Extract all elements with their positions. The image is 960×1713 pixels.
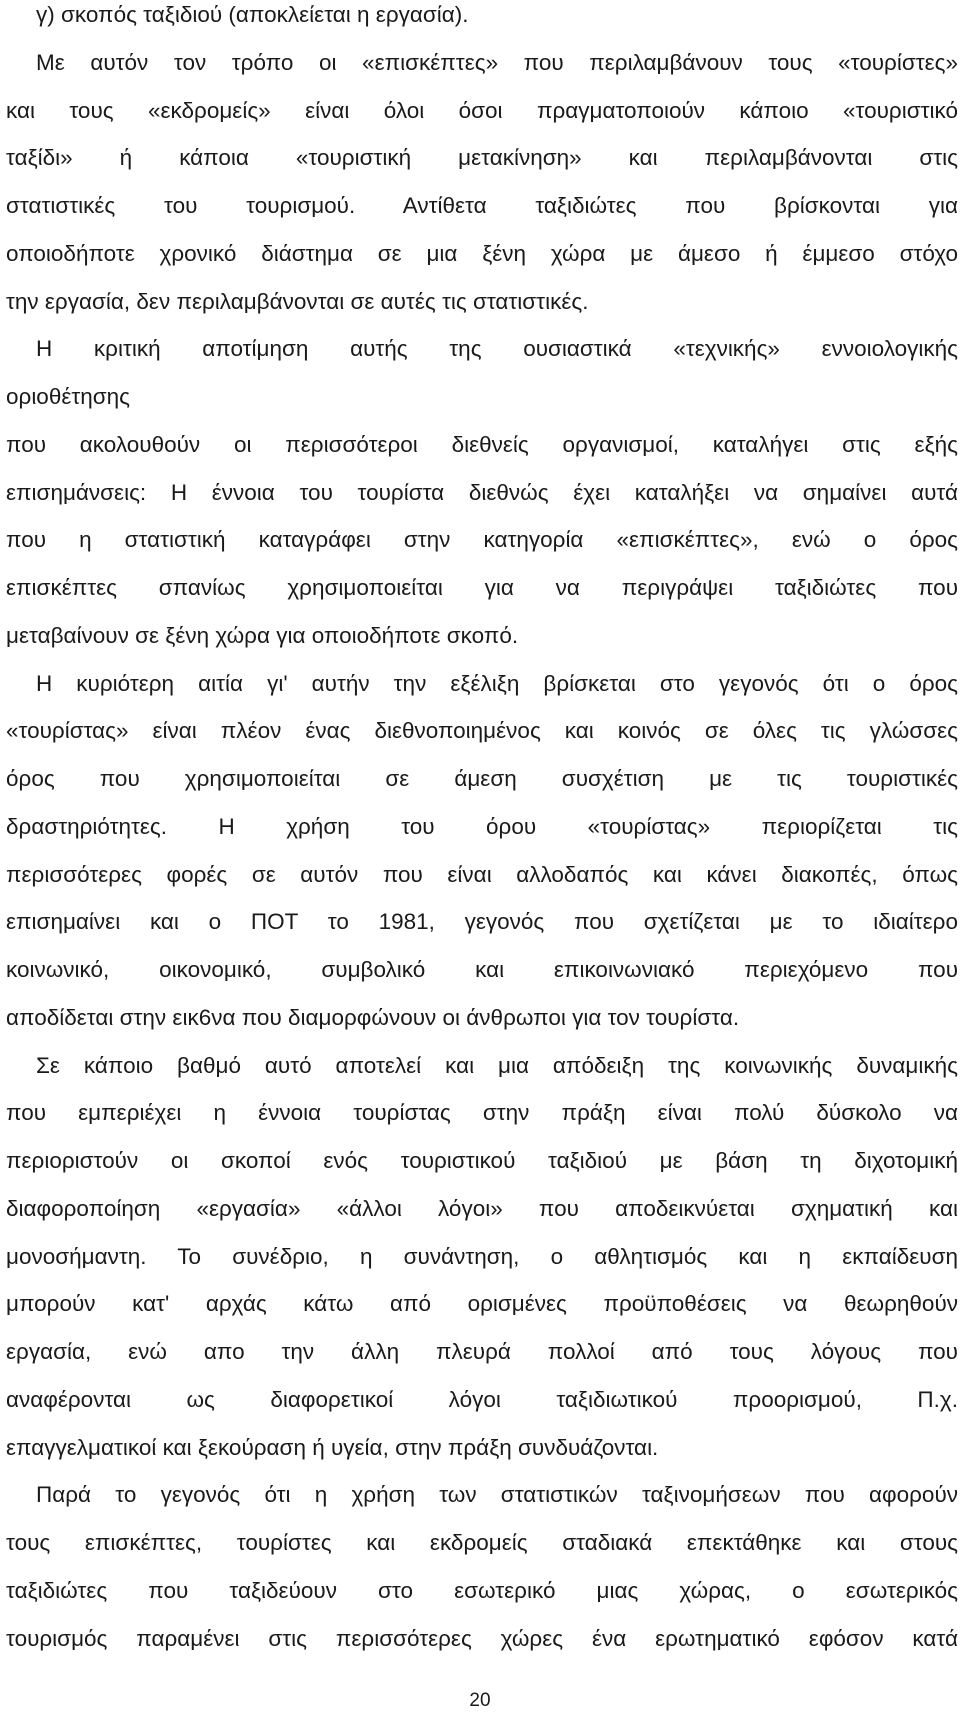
text-line: την εργασία, δεν περιλαμβάνονται σε αυτές τις στατιστικές. (6, 288, 589, 314)
text-line: δραστηριότητες. Η χρήση του όρου «τουρίστας» περιορίζεται τις (6, 813, 958, 839)
text-line: μονοσήμαντη. Το συνέδριο, η συνάντηση, ο αθλητισμός και η εκπαίδευση (6, 1243, 958, 1269)
text-line: διαφοροποίηση «εργασία» «άλλοι λόγοι» που αποδεικνύεται σχηματική και (6, 1195, 958, 1221)
text-line: Η κριτική αποτίμηση αυτής της ουσιαστικά «τεχνικής» εννοιολογικής (36, 336, 958, 362)
page-number: 20 (469, 1690, 491, 1711)
text-line: αποδίδεται στην εικ6να που διαμορφώνουν οι άνθρωποι για τον τουρίστα. (6, 1004, 740, 1030)
text-line: ταξίδι» ή κάποια «τουριστική μετακίνηση» και περιλαμβάνονται στις (6, 145, 958, 171)
text-line: και τους «εκδρομείς» είναι όλοι όσοι πραγματοποιούν κάποιο «τουριστικό (6, 97, 958, 123)
text-line: Με αυτόν τον τρόπο οι «επισκέπτες» που περιλαμβάνουν τους «τουρίστες» (36, 49, 958, 75)
text-line: «τουρίστας» είναι πλέον ένας διεθνοποιημένος και κοινός σε όλες τις γλώσσες (6, 718, 958, 744)
text-line: ταξιδιώτες που ταξιδεύουν στο εσωτερικό μιας χώρας, ο εσωτερικός (6, 1577, 958, 1603)
text-line: Παρά το γεγονός ότι η χρήση των στατιστικών ταξινομήσεων που αφορούν (36, 1482, 958, 1508)
text-line: οποιοδήποτε χρονικό διάστημα σε μια ξένη χώρα με άμεσο ή έμμεσο στόχο (6, 240, 958, 266)
text-line: μπορούν κατ' αρχάς κάτω από ορισμένες προϋποθέσεις να θεωρηθούν (6, 1291, 958, 1317)
text-line: στατιστικές του τουρισμού. Αντίθετα ταξιδιώτες που βρίσκονται για (6, 193, 958, 218)
text-line: επαγγελματικοί και ξεκούραση ή υγεία, στην πράξη συνδυάζονται. (6, 1434, 659, 1460)
text-line: που εμπεριέχει η έννοια τουρίστας στην πράξη είναι πολύ δύσκολο να (6, 1100, 958, 1126)
text-line: αναφέρονται ως διαφορετικοί λόγοι ταξιδιωτικού προορισμού, Π.χ. (6, 1386, 958, 1412)
text-line: που ακολουθούν οι περισσότεροι διεθνείς οργανισμοί, καταλήγει στις εξής (6, 431, 958, 457)
text-line: περιοριστούν οι σκοποί ενός τουριστικού ταξιδιού με βάση τη διχοτομική (6, 1148, 958, 1173)
text-line: τουρισμός παραμένει στις περισσότερες χώρες ένα ερωτηματικό εφόσον κατά (6, 1625, 958, 1651)
text-line: κοινωνικό, οικονομικό, συμβολικό και επικοινωνιακό περιεχόμενο που (6, 957, 958, 982)
text-line: που η στατιστική καταγράφει στην κατηγορία «επισκέπτες», ενώ ο όρος (6, 527, 958, 553)
text-line: γ) σκοπός ταξιδιού (αποκλείεται η εργασία). (36, 2, 469, 27)
text-line: εργασία, ενώ απο την άλλη πλευρά πολλοί από τους λόγους που (6, 1339, 958, 1364)
text-line: Η κυριότερη αιτία γι' αυτήν την εξέλιξη βρίσκεται στο γεγονός ότι ο όρος (36, 670, 958, 696)
text-line: οριοθέτησης (6, 384, 131, 409)
text-line: όρος που χρησιμοποιείται σε άμεση συσχέτιση με τις τουριστικές (6, 766, 958, 791)
text-line: μεταβαίνουν σε ξένη χώρα για οποιοδήποτε σκοπό. (6, 622, 519, 648)
text-line: επισημάνσεις: Η έννοια του τουρίστα διεθνώς έχει καταλήξει να σημαίνει αυτά (6, 479, 958, 505)
text-line: περισσότερες φορές σε αυτόν που είναι αλλοδαπός και κάνει διακοπές, όπως (6, 861, 958, 887)
text-line: επισημαίνει και ο ΠΟΤ το 1981, γεγονός που σχετίζεται με το ιδιαίτερο (6, 909, 958, 935)
text-line: επισκέπτες σπανίως χρησιμοποιείται για να περιγράψει ταξιδιώτες που (6, 575, 958, 600)
text-line: Σε κάποιο βαθμό αυτό αποτελεί και μια απόδειξη της κοινωνικής δυναμικής (36, 1052, 958, 1078)
text-line: τους επισκέπτες, τουρίστες και εκδρομείς σταδιακά επεκτάθηκε και στους (6, 1530, 958, 1555)
